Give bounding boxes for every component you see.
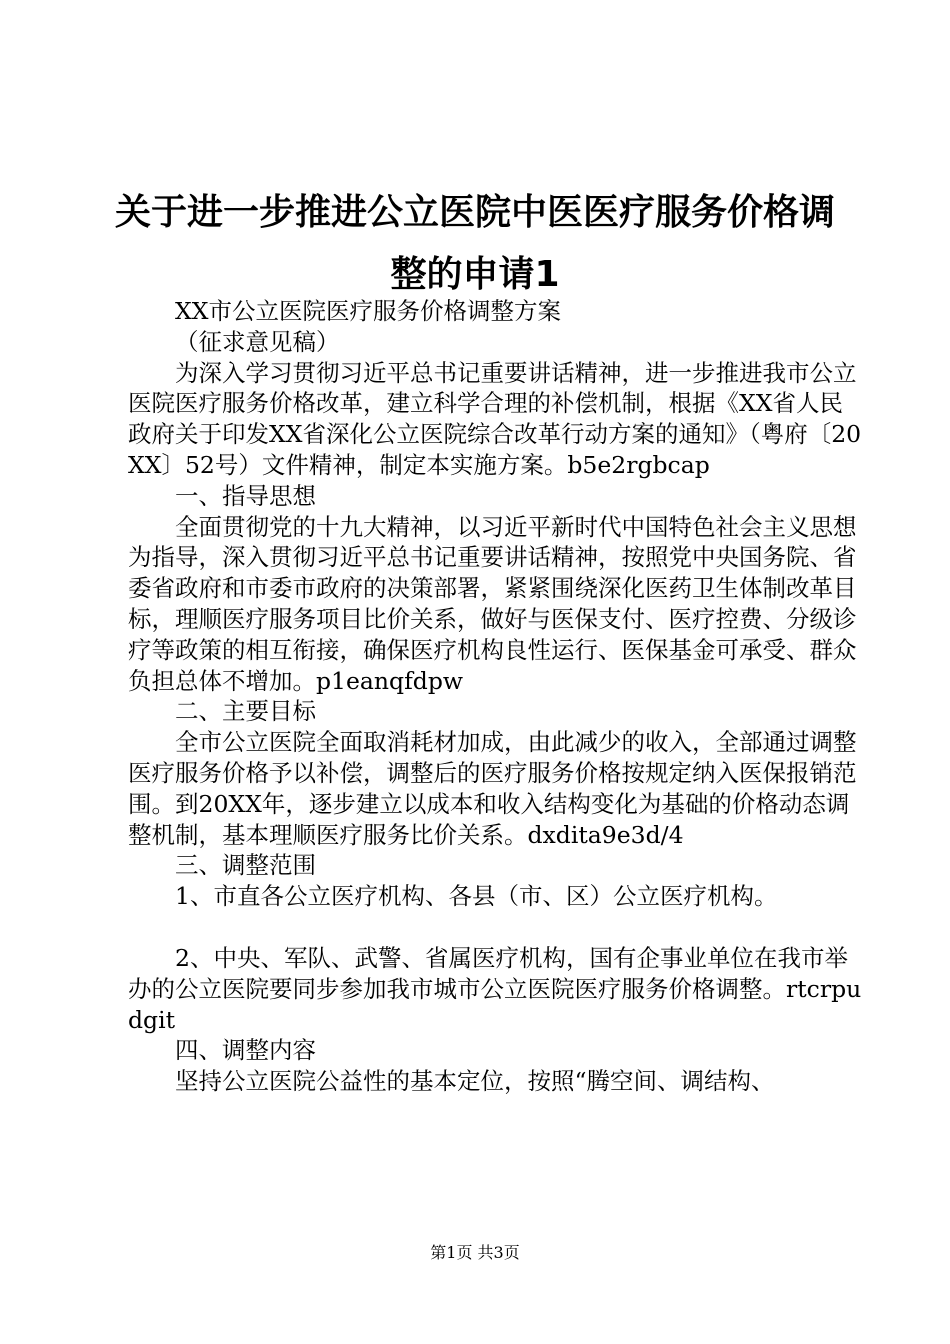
intro-paragraph: 为深入学习贯彻习近平总书记重要讲话精神，进一步推进我市公立医院医疗服务价格改革，建立科学合理的补偿机制，根据《XX省人民政府关于印发XX省深化公立医院综合改革行动方案的通知》（粤府〔20XX〕52号）文件精神，制定本实施方案。b5e2rgbcap <box>128 358 862 479</box>
section-heading-adjustment-content: 四、调整内容 <box>175 1036 316 1065</box>
guiding-ideology-paragraph: 全面贯彻党的十九大精神，以习近平新时代中国特色社会主义思想为指导，深入贯彻习近平总书记重要讲话精神，按照党中央国务院、省委省政府和市委市政府的决策部署，紧紧围绕深化医药卫生体制改革目标，理顺医疗服务项目比价关系，做好与医保支付、医疗控费、分级诊疗等政策的相互衔接，确保医疗机构良性运行、医保基金可承受、群众负担总体不增加。p1eanqfdpw <box>128 512 857 695</box>
page-footer: 第1页 共3页 <box>430 1243 520 1262</box>
section-heading-guiding-ideology: 一、指导思想 <box>175 481 316 510</box>
main-goals-paragraph: 全市公立医院全面取消耗材加成，由此减少的收入，全部通过调整医疗服务价格予以补偿，调整后的医疗服务价格按规定纳入医保报销范围。到20XX年，逐步建立以成本和收入结构变化为基础的价格动态调整机制，基本理顺医疗服务比价关系。dxdita9e3d/4 <box>128 728 857 849</box>
document-body <box>128 296 863 1097</box>
draft-note: （征求意见稿） <box>175 327 340 356</box>
scope-item-1: 1、市直各公立医疗机构、各县（市、区）公立医疗机构。 <box>175 882 778 911</box>
section-heading-adjustment-scope: 三、调整范围 <box>175 851 316 880</box>
scope-item-2: 2、中央、军队、武警、省属医疗机构，国有企事业单位在我市举办的公立医院要同步参加我市城市公立医院医疗服务价格调整。rtcrpudgit <box>128 943 862 1034</box>
section-heading-main-goals: 二、主要目标 <box>175 697 316 726</box>
page-title: 关于进一步推进公立医院中医医疗服务价格调整的申请1 <box>114 192 835 295</box>
plan-heading: XX市公立医院医疗服务价格调整方案 <box>175 297 561 325</box>
adjustment-content-paragraph: 坚持公立医院公益性的基本定位，按照“腾空间、调结构、 <box>175 1067 775 1096</box>
